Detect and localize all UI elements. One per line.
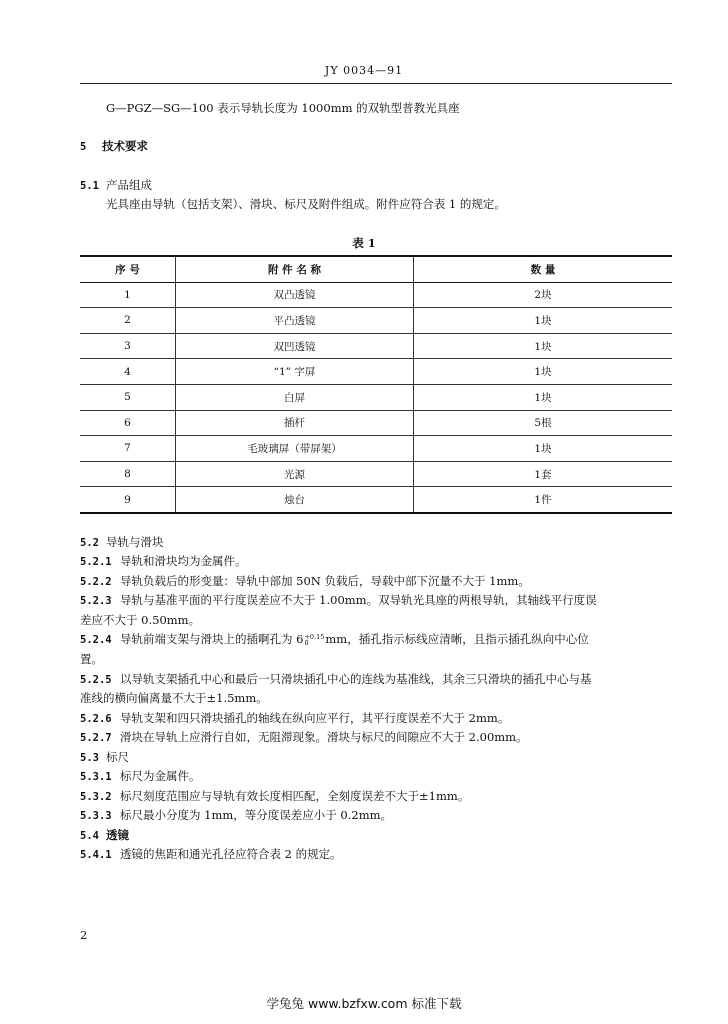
clause-number: 5.3.3 xyxy=(80,810,112,822)
model-designation-example: G—PGZ—SG—100 表示导轨长度为 1000mm 的双轨型普教光具座 xyxy=(106,101,460,115)
clause-number: 5.4 xyxy=(80,830,99,842)
cell-quantity: 1块 xyxy=(414,384,673,410)
table-row xyxy=(80,487,672,513)
cell-serial: 1 xyxy=(80,282,176,308)
clause-text: 标尺为金属件。 xyxy=(120,769,201,783)
clause-number: 5.3 xyxy=(80,752,99,764)
clause-number: 5.2.3 xyxy=(80,595,112,607)
clause-number: 5.2.7 xyxy=(80,732,112,744)
cell-name: 双凸透镜 xyxy=(176,282,414,308)
clause-5-3-3 xyxy=(80,807,392,823)
table-header-row xyxy=(80,256,672,282)
cell-name: 光源 xyxy=(176,461,414,487)
table-row xyxy=(80,308,672,334)
clause-5-2-5 xyxy=(80,671,592,687)
clause-5-3-heading xyxy=(80,749,129,765)
clause-5-2-2 xyxy=(80,573,530,589)
cell-quantity: 2块 xyxy=(414,282,673,308)
clause-number: 5.2.4 xyxy=(80,634,112,646)
clause-number: 5.3.2 xyxy=(80,791,112,803)
table-1-caption: 表 1 xyxy=(352,236,376,250)
cell-serial: 5 xyxy=(80,384,176,410)
clause-5-3-2 xyxy=(80,788,469,804)
cell-name: 毛玻璃屏（带屏架） xyxy=(176,436,414,462)
clause-text-continued: mm，插孔指示标线应清晰，且指示插孔纵向中心位 xyxy=(325,632,589,646)
cell-quantity: 1块 xyxy=(414,333,673,359)
clause-5-4-heading xyxy=(80,827,129,843)
clause-text: 滑块在导轨上应滑行自如，无阻滞现象。滑块与标尺的间隙应不大于 2.00mm。 xyxy=(120,730,528,744)
cell-serial: 3 xyxy=(80,333,176,359)
clause-title: 导轨与滑块 xyxy=(106,535,164,549)
cell-quantity: 1套 xyxy=(414,461,673,487)
clause-5-3-1 xyxy=(80,768,201,784)
clause-title: 透镜 xyxy=(106,828,129,842)
clause-number: 5.2 xyxy=(80,537,99,549)
clause-number: 5.1 xyxy=(80,180,99,192)
header-quantity: 数 量 xyxy=(414,256,673,282)
clause-5-2-4 xyxy=(80,631,589,647)
clause-text: 导轨和滑块均为金属件。 xyxy=(120,554,247,568)
table-row xyxy=(80,282,672,308)
cell-quantity: 1块 xyxy=(414,308,673,334)
table-row xyxy=(80,384,672,410)
cell-name: 平凸透镜 xyxy=(176,308,414,334)
tolerance xyxy=(304,634,324,646)
clause-text: 透镜的焦距和通光孔径应符合表 2 的规定。 xyxy=(120,847,342,861)
cell-quantity: 1块 xyxy=(414,359,673,385)
cell-serial: 6 xyxy=(80,410,176,436)
clause-text: 导轨支架和四只滑块插孔的轴线在纵向应平行，其平行度误差不大于 2mm。 xyxy=(120,711,510,725)
table-row xyxy=(80,359,672,385)
clause-5-2-heading xyxy=(80,534,164,550)
table-1 xyxy=(80,255,672,514)
cell-serial: 8 xyxy=(80,461,176,487)
cell-serial: 7 xyxy=(80,436,176,462)
table-row xyxy=(80,461,672,487)
header-accessory-name: 附 件 名 称 xyxy=(176,256,414,282)
table-row xyxy=(80,333,672,359)
cell-serial: 2 xyxy=(80,308,176,334)
clause-5-2-3 xyxy=(80,592,597,608)
cell-serial: 9 xyxy=(80,487,176,513)
clause-number: 5.2.2 xyxy=(80,576,112,588)
clause-number: 5.2.5 xyxy=(80,674,112,686)
clause-5-1-body: 光具座由导轨（包括支架）、滑块、标尺及附件组成。附件应符合表 1 的规定。 xyxy=(106,197,506,211)
clause-number: 5.2.1 xyxy=(80,556,112,568)
clause-title: 产品组成 xyxy=(106,178,152,192)
cell-quantity: 1块 xyxy=(414,436,673,462)
table-row xyxy=(80,410,672,436)
clause-text: 导轨负载后的形变量：导轨中部加 50N 负载后，导载中部下沉量不大于 1mm。 xyxy=(120,574,530,588)
cell-name: 插杆 xyxy=(176,410,414,436)
clause-text: 标尺刻度范围应与导轨有效长度相匹配，全刻度误差不大于±1mm。 xyxy=(120,789,470,803)
table-row xyxy=(80,436,672,462)
cell-quantity: 5根 xyxy=(414,410,673,436)
clause-5-2-3-continued: 差应不大于 0.50mm。 xyxy=(80,613,201,627)
footer-watermark: 学兔兔 www.bzfxw.com 标准下载 xyxy=(266,996,462,1011)
cell-name: “1” 字屏 xyxy=(176,359,414,385)
clause-5-2-7 xyxy=(80,729,528,745)
cell-serial: 4 xyxy=(80,359,176,385)
tolerance-lower: 0 xyxy=(304,639,309,647)
cell-name: 白屏 xyxy=(176,384,414,410)
cell-quantity: 1件 xyxy=(414,487,673,513)
clause-5-2-4-continued: 置。 xyxy=(80,652,103,666)
clause-number: 5.2.6 xyxy=(80,713,112,725)
tolerance-upper: +0.15 xyxy=(304,633,325,641)
clause-title: 标尺 xyxy=(106,750,129,764)
page-number: 2 xyxy=(80,928,88,942)
header-serial: 序 号 xyxy=(80,256,176,282)
clause-5-4-1 xyxy=(80,846,342,862)
clause-text: 导轨前端支架与滑块上的插啊孔为 6 xyxy=(120,632,304,646)
clause-5-2-1 xyxy=(80,553,247,569)
document-code-header: JY 0034—91 xyxy=(324,64,404,77)
clause-5-1-heading xyxy=(80,177,152,193)
section-number: 5 xyxy=(80,141,87,153)
clause-number: 5.4.1 xyxy=(80,849,112,861)
cell-name: 双凹透镜 xyxy=(176,333,414,359)
section-title: 技术要求 xyxy=(102,139,148,153)
cell-name: 烛台 xyxy=(176,487,414,513)
clause-text: 标尺最小分度为 1mm，等分度误差应小于 0.2mm。 xyxy=(120,808,393,822)
clause-5-2-6 xyxy=(80,710,509,726)
clause-5-2-5-continued: 准线的横向偏离量不大于±1.5mm。 xyxy=(80,691,268,705)
clause-text: 以导轨支架插孔中心和最后一只滑块插孔中心的连线为基准线，其余三只滑块的插孔中心与基 xyxy=(120,672,592,686)
section-5-heading xyxy=(80,138,148,154)
clause-number: 5.3.1 xyxy=(80,771,112,783)
clause-text: 导轨与基准平面的平行度误差应不大于 1.00mm。双导轨光具座的两根导轨，其轴线平行度误 xyxy=(120,593,597,607)
header-divider xyxy=(80,83,672,84)
